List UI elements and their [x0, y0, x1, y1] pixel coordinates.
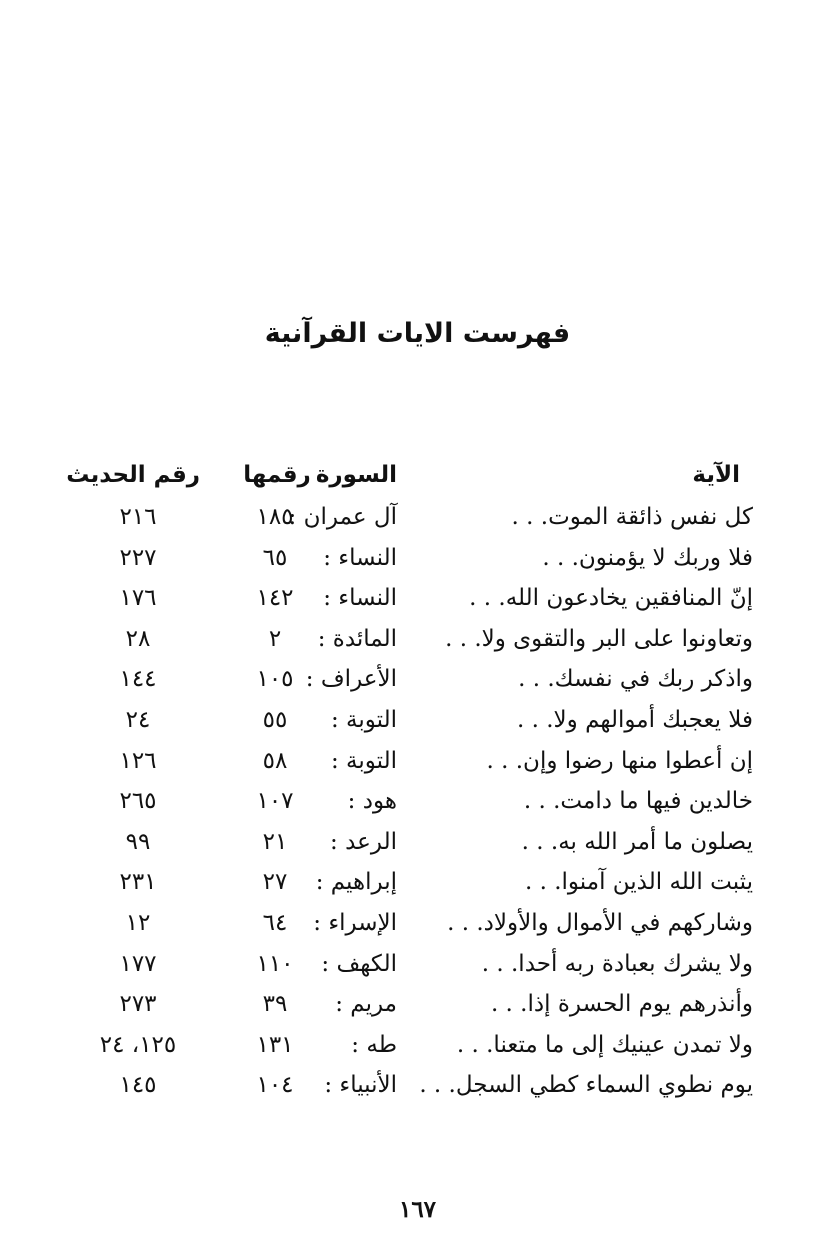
verse-text: كل نفس ذائقة الموت. . .: [511, 504, 753, 530]
header-surah: السورة: [315, 462, 397, 488]
verse-number: ١٤٢: [256, 585, 294, 612]
hadith-number: ١٤٤: [119, 666, 157, 693]
verse-number: ١٣١: [256, 1031, 294, 1058]
table-row: [0, 579, 835, 619]
surah-name: الكهف :: [321, 950, 397, 977]
hadith-number: ١٧٧: [119, 950, 157, 977]
hadith-number: ٢٤: [125, 707, 151, 733]
table-row: [0, 782, 835, 822]
verse-text: يصلون ما أمر الله به. . .: [521, 828, 753, 855]
table-row: [0, 945, 835, 985]
verse-number: ٣٩: [262, 991, 288, 1018]
verse-text: خالدين فيها ما دامت. . .: [523, 788, 753, 815]
table-header: [0, 456, 835, 496]
hadith-number: ١٧٦: [119, 585, 157, 612]
table-row: [0, 701, 835, 741]
surah-name: مريم :: [335, 991, 397, 1018]
header-verse: الآية: [692, 462, 740, 488]
surah-name: آل عمران :: [288, 504, 397, 530]
header-hadith-number: رقم الحديث: [66, 462, 200, 488]
table-row: [0, 904, 835, 944]
surah-name: طه :: [351, 1031, 397, 1058]
verse-text: وشاركهم في الأموال والأولاد. . .: [447, 910, 753, 936]
surah-name: التوبة :: [330, 747, 397, 774]
hadith-number: ١٢: [125, 910, 151, 936]
verse-text: إنّ المنافقين يخادعون الله. . .: [469, 585, 753, 612]
verse-number: ١١٠: [256, 950, 294, 977]
hadith-number: ٢٣١: [119, 869, 157, 896]
table-row: [0, 498, 835, 538]
hadith-number: ٢٦٥: [119, 788, 157, 815]
hadith-number: ٢٢٧: [119, 544, 157, 571]
table-row: [0, 620, 835, 660]
verse-number: ٢١: [262, 828, 288, 855]
hadith-number: ١٢٥، ٢٤: [99, 1031, 177, 1058]
table-row: [0, 539, 835, 579]
surah-name: النساء :: [323, 544, 397, 571]
verse-text: فلا وربك لا يؤمنون. . .: [542, 544, 753, 571]
verse-text: ولا يشرك بعبادة ربه أحدا. . .: [481, 950, 753, 977]
hadith-number: ٢١٦: [119, 504, 157, 530]
hadith-number: ٩٩: [125, 828, 151, 855]
verse-text: واذكر ربك في نفسك. . .: [518, 666, 753, 693]
surah-name: الإسراء :: [313, 910, 397, 936]
verse-number: ٥٨: [262, 747, 288, 774]
verse-number: ٦٥: [262, 544, 288, 571]
surah-name: الرعد :: [330, 828, 397, 855]
verse-number: ١٠٤: [256, 1072, 294, 1099]
verse-text: وأنذرهم يوم الحسرة إذا. . .: [490, 991, 753, 1018]
hadith-number: ٢٨: [125, 625, 151, 652]
table-row: [0, 985, 835, 1025]
verse-number: ٢٧: [262, 869, 288, 896]
verse-text: يوم نطوي السماء كطي السجل. . .: [419, 1072, 753, 1099]
verse-text: فلا يعجبك أموالهم ولا. . .: [517, 707, 753, 733]
surah-name: المائدة :: [317, 625, 397, 652]
surah-name: النساء :: [323, 585, 397, 612]
verse-number: ٦٤: [262, 910, 288, 936]
verse-text: يثبت الله الذين آمنوا. . .: [524, 869, 753, 896]
verse-number: ١٨٥: [256, 504, 294, 530]
surah-name: هود :: [347, 788, 397, 815]
table-row: [0, 1026, 835, 1066]
table-row: [0, 823, 835, 863]
page-title: فهرست الايات القرآنية: [264, 318, 571, 349]
table-row: [0, 863, 835, 903]
table-row: [0, 742, 835, 782]
verse-text: وتعاونوا على البر والتقوى ولا. . .: [445, 625, 753, 652]
table-row: [0, 1066, 835, 1106]
page-number: ١٦٧: [398, 1196, 437, 1223]
verse-number: ١٠٧: [256, 788, 294, 815]
verse-number: ٢: [268, 625, 282, 652]
verse-number: ٥٥: [262, 707, 288, 733]
surah-name: الأعراف :: [305, 666, 397, 693]
header-verse-number: رقمها: [243, 462, 311, 488]
verse-text: ولا تمدن عينيك إلى ما متعنا. . .: [456, 1031, 753, 1058]
verse-number: ١٠٥: [256, 666, 294, 693]
surah-name: التوبة :: [330, 707, 397, 733]
hadith-number: ١٢٦: [119, 747, 157, 774]
verse-text: إن أعطوا منها رضوا وإن. . .: [486, 747, 753, 774]
surah-name: الأنبياء :: [324, 1072, 397, 1099]
hadith-number: ١٤٥: [119, 1072, 157, 1099]
table-row: [0, 660, 835, 700]
hadith-number: ٢٧٣: [119, 991, 157, 1018]
surah-name: إبراهيم :: [315, 869, 397, 896]
